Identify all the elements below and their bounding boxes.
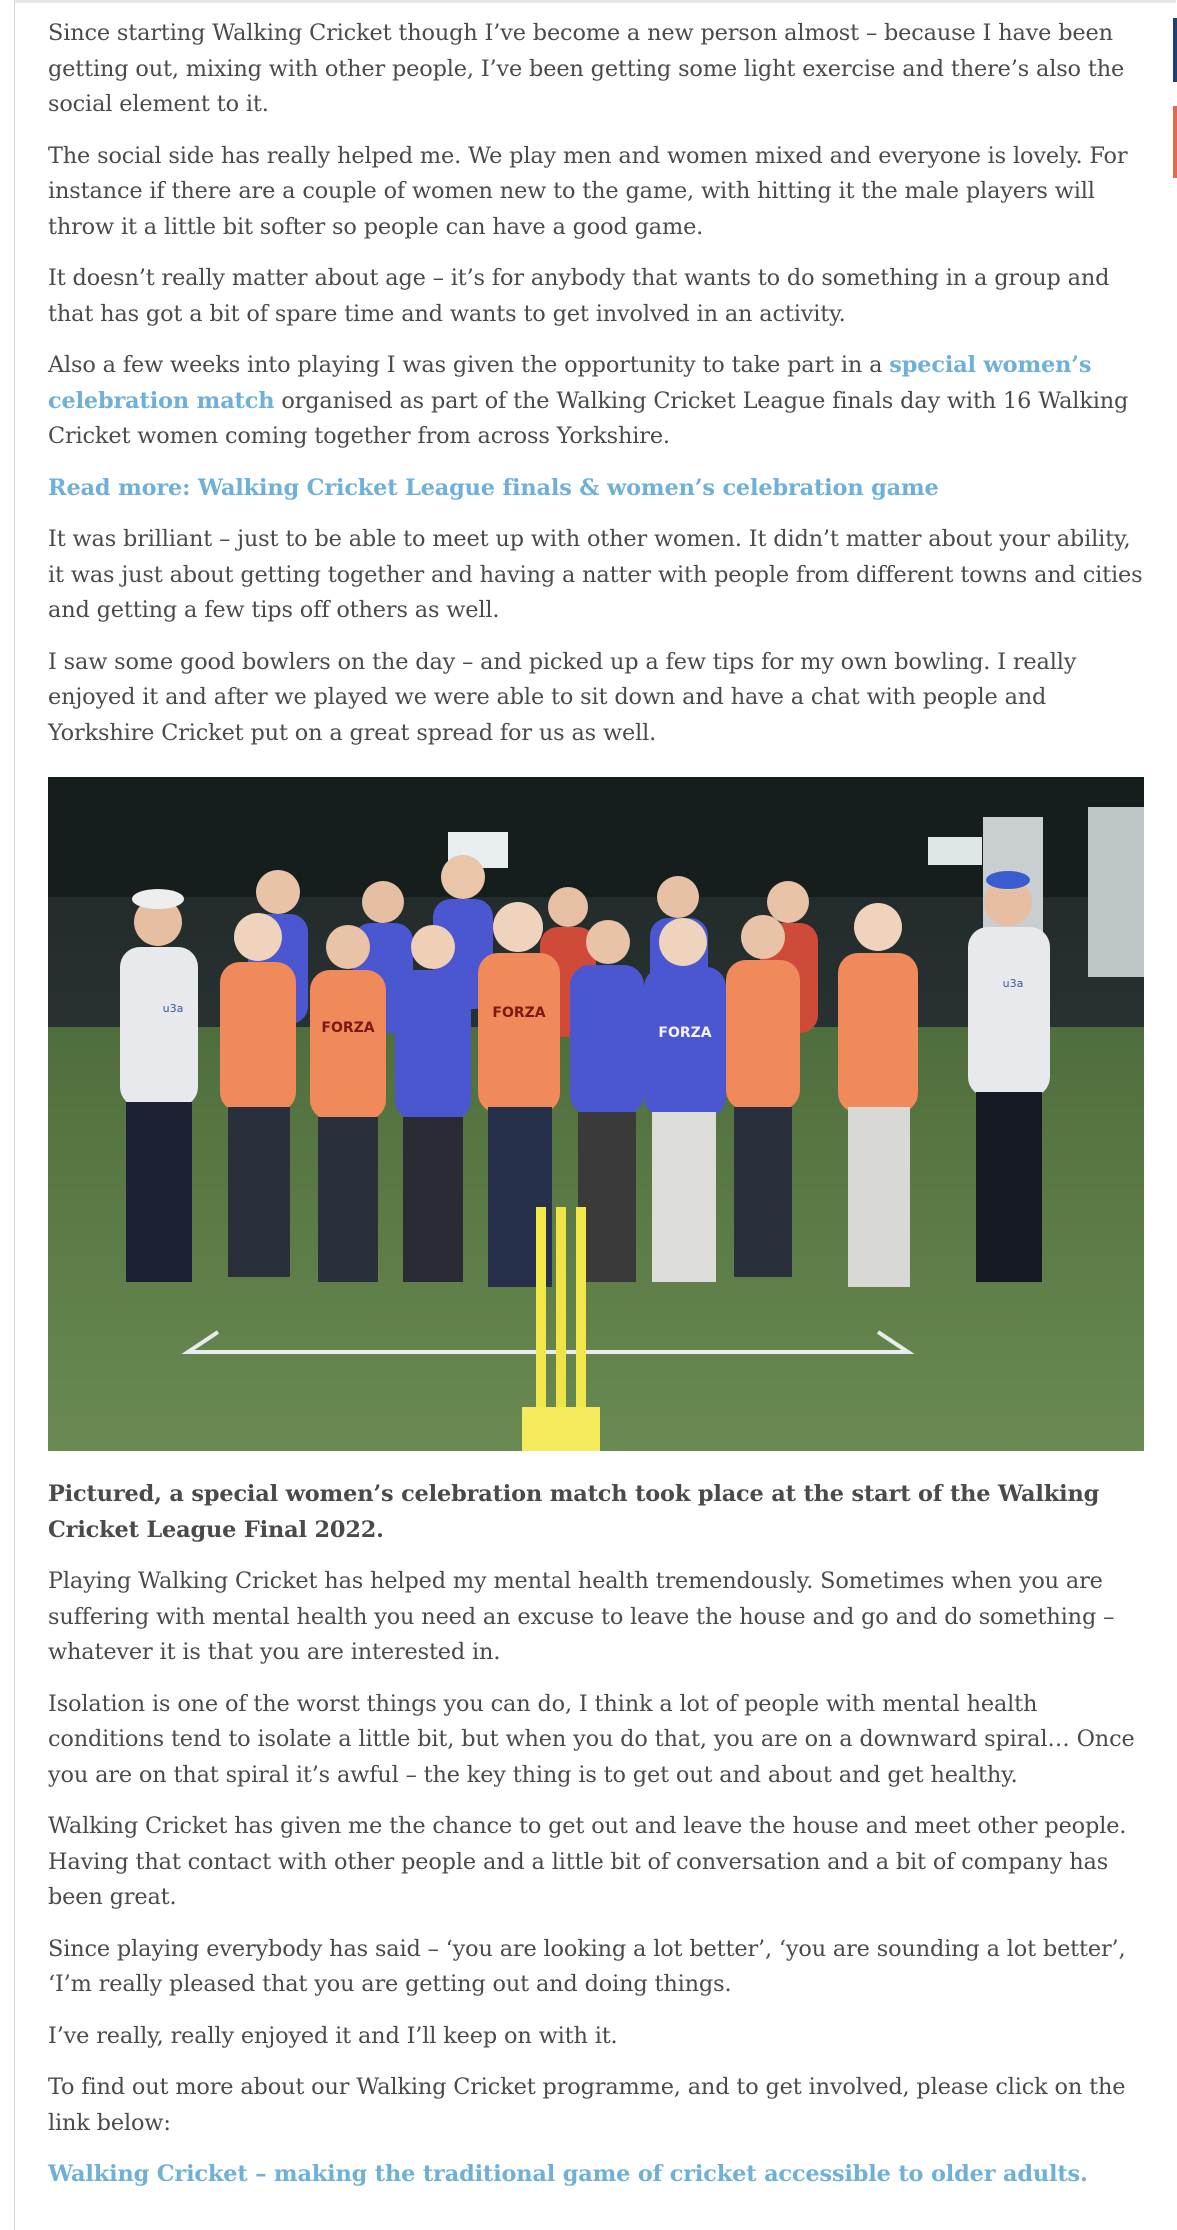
support-pillar bbox=[1088, 807, 1144, 977]
photo-caption: Pictured, a special women’s celebration match took place at the start of the Walking Cricket League Final 2022. bbox=[48, 1481, 1100, 1543]
paragraph-celebration-match bbox=[48, 348, 1146, 455]
paragraph-social-side: The social side has really helped me. We play men and women mixed and everyone is lovely. For instance if there are a couple of women new to the game, with hitting it the male players will throw it a little bit softer so people can have a good game. bbox=[48, 142, 1128, 240]
celebration-match-link[interactable]: special women’s celebration match bbox=[48, 352, 1092, 414]
bib-text: FORZA bbox=[321, 1020, 375, 1036]
bib-logo: u3a bbox=[162, 1002, 184, 1015]
paragraph-text: organised as part of the Walking Cricket League finals day with 16 Walking Cricket women coming together from across Yorkshire. bbox=[48, 387, 1129, 449]
paragraph-age: It doesn’t really matter about age – it’s for anybody that wants to do something in a group and that has got a bit of spare time and wants to get involved in an activity. bbox=[48, 265, 1110, 327]
paragraph-everybody-said: Since playing everybody has said – ‘you are looking a lot better’, ‘you are sounding a lot better’, ‘I’m really pleased that you are getting out and doing things. bbox=[48, 1935, 1126, 1997]
read-more-link[interactable]: Read more: Walking Cricket League finals & women’s celebration game bbox=[48, 474, 939, 501]
paragraph-find-out-more: To find out more about our Walking Cricket programme, and to get involved, please click on the link below: bbox=[48, 2074, 1126, 2136]
bib-logo: u3a bbox=[1002, 977, 1024, 990]
page-edge-accent bbox=[1173, 18, 1177, 178]
paragraph-new-person: Since starting Walking Cricket though I’ve become a new person almost – because I have been getting out, mixing with other people, I’ve been getting some light exercise and there’s also the social element to it. bbox=[48, 20, 1125, 117]
paragraph-meet-women: It was brilliant – just to be able to meet up with other women. It didn’t matter about your ability, it was just about getting together and having a natter with people from different towns and cities and getting a few tips off others as well. bbox=[48, 526, 1143, 623]
paragraph-enjoyed: I’ve really, really enjoyed it and I’ll keep on with it. bbox=[48, 2022, 618, 2049]
team-photo bbox=[48, 777, 1144, 1451]
paragraph-text: Also a few weeks into playing I was given the opportunity to take part in a bbox=[48, 352, 890, 378]
read-more-line bbox=[48, 471, 1146, 507]
article-body bbox=[48, 16, 1146, 2209]
paragraph-bowlers: I saw some good bowlers on the day – and picked up a few tips for my own bowling. I really enjoyed it and after we played we were able to sit down and have a chat with people and Yorkshire Cricket put on a great spread for us as well. bbox=[48, 648, 1077, 746]
walking-cricket-programme-link[interactable]: Walking Cricket – making the traditional game of cricket accessible to older adults. bbox=[48, 2161, 1088, 2187]
bib-text: FORZA bbox=[492, 1005, 546, 1021]
programme-link-line bbox=[48, 2157, 1146, 2193]
paragraph-mental-health: Playing Walking Cricket has helped my mental health tremendously. Sometimes when you are suffering with mental health you need an excuse to leave the house and go and do something – whatever it is that you are interested in. bbox=[48, 1568, 1115, 1665]
ceiling-light bbox=[928, 837, 982, 865]
paragraph-isolation: Isolation is one of the worst things you can do, I think a lot of people with mental health conditions tend to isolate a little bit, but when you do that, you are on a downward spiral… Once you are on that spiral it’s awful – the key thing is to get out and about and get healthy. bbox=[48, 1690, 1135, 1788]
bib-text: FORZA bbox=[658, 1025, 712, 1041]
paragraph-contact: Walking Cricket has given me the chance to get out and leave the house and meet other people. Having that contact with other people and a little bit of conversation and a bit of company has been great. bbox=[48, 1813, 1127, 1910]
